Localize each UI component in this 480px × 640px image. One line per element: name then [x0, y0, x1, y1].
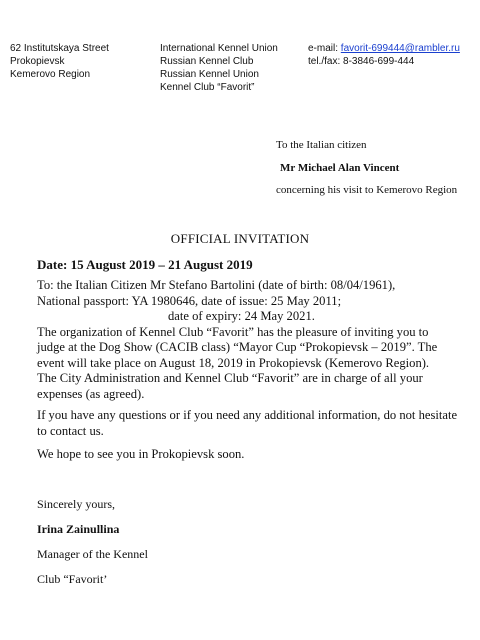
- body-line: National passport: YA 1980646, date of issue: 25 May 2011;: [37, 293, 342, 308]
- phone-line: tel./fax: 8-3846-699-444: [308, 56, 415, 67]
- address-line: Kemerovo Region: [10, 69, 91, 80]
- body-line: date of expiry: 24 May 2021.: [168, 309, 315, 323]
- email-label: e-mail:: [308, 43, 341, 54]
- org-line: Kennel Club “Favorit”: [160, 82, 255, 93]
- body-line: judge at the Dog Show (CACIB class) “Mayor Cup “Prokopievsk – 2019”. The: [37, 340, 438, 354]
- organization-block: [160, 42, 278, 94]
- org-line: Russian Kennel Union: [160, 69, 259, 80]
- body-line: If you have any questions or if you need any additional information, do not hesitate: [37, 408, 458, 422]
- paragraph-questions: [37, 408, 457, 439]
- signer-role-continued: Club “Favorit’: [37, 572, 108, 586]
- signer-name: Irina Zainullina: [37, 522, 120, 536]
- sender-address: [10, 42, 109, 81]
- body-line: To: the Italian Citizen Mr Stefano Bartolini (date of birth: 08/04/1961),: [37, 278, 396, 292]
- body-line: The City Administration and Kennel Club “Favorit” are in charge of all your: [37, 371, 423, 385]
- date-line: Date: 15 August 2019 – 21 August 2019: [37, 257, 253, 272]
- paragraph-invitation: [37, 278, 457, 402]
- body-line: The organization of Kennel Club “Favorit” has the pleasure of inviting you to: [37, 324, 429, 339]
- paragraph-closing-hope: [37, 447, 457, 463]
- email-line: [308, 42, 460, 55]
- body-line: expenses (as agreed).: [37, 386, 145, 401]
- body-line: We hope to see you in Prokopievsk soon.: [37, 447, 245, 461]
- closing-salutation: Sincerely yours,: [37, 497, 115, 511]
- addressee-line: To the Italian citizen: [276, 139, 367, 151]
- org-line: Russian Kennel Club: [160, 56, 254, 67]
- signer-role: Manager of the Kennel: [37, 547, 148, 561]
- org-line: International Kennel Union: [160, 43, 278, 54]
- address-line: Prokopievsk: [10, 56, 65, 67]
- document-title: OFFICIAL INVITATION: [170, 231, 310, 246]
- address-line: 62 Institutskaya Street: [10, 43, 109, 54]
- email-link[interactable]: favorit-699444@rambler.ru: [340, 43, 460, 54]
- contact-block: [308, 42, 460, 68]
- body-line: to contact us.: [37, 423, 104, 438]
- body-line: event will take place on August 18, 2019 in Prokopievsk (Kemerovo Region).: [37, 355, 430, 370]
- addressee-name: Mr Michael Alan Vincent: [280, 162, 400, 174]
- addressee-purpose: concerning his visit to Kemerovo Region: [276, 184, 458, 196]
